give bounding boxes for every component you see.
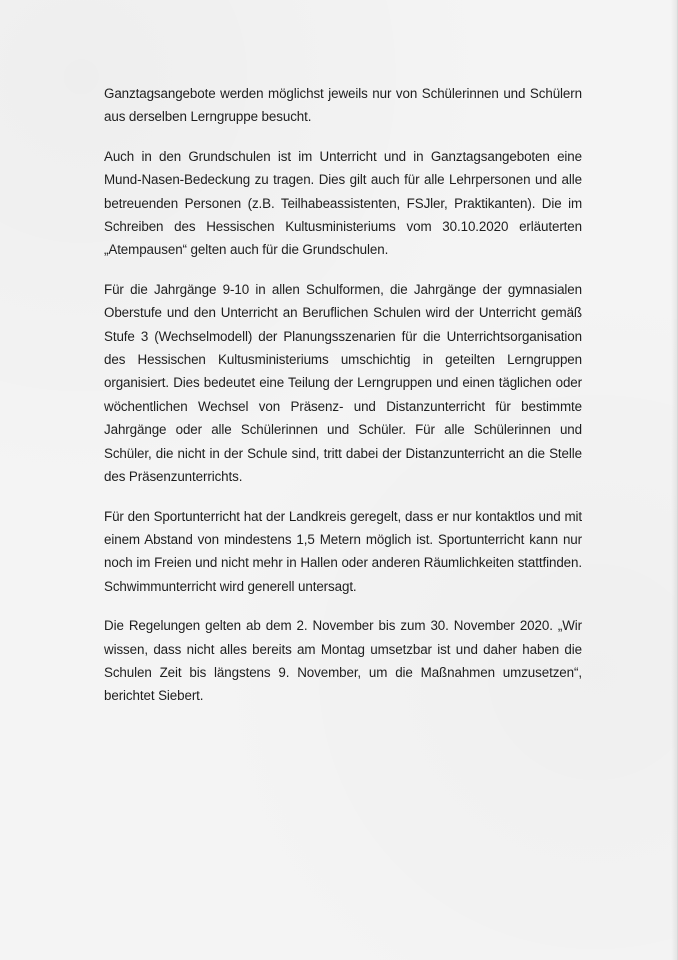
paragraph-regelungen-zeitraum: Die Regelungen gelten ab dem 2. November bis zum 30. November 2020. „Wir wissen, dass nicht alles bereits am Montag umsetzbar ist und daher haben die Schulen Zeit bis längstens 9. November, um die Maßnahmen umzusetzen“, berichtet Siebert. <box>104 618 582 704</box>
paragraph-grundschulen-mund-nasen-bedeckung: Auch in den Grundschulen ist im Unterricht und in Ganztagsangeboten eine Mund-Nasen-Bedeckung zu tragen. Dies gilt auch für alle Lehrpersonen und alle betreuenden Personen (z.B. Teilhabeassistenten, FSJler, Praktikanten). Die im Schreiben des Hessischen Kultusministeriums vom 30.10.2020 erläuterten „Atempausen“ gelten auch für die Grundschulen. <box>104 148 582 258</box>
scan-edge-shadow <box>671 0 677 960</box>
paragraph-sportunterricht: Für den Sportunterricht hat der Landkreis geregelt, dass er nur kontaktlos und mit einem Abstand von mindestens 1,5 Metern möglich ist. Sportunterricht kann nur noch im Freien und nicht mehr in Hallen oder anderen Räumlichkeiten stattfinden. Schwimmunterricht wird generell untersagt. <box>104 508 582 594</box>
paragraph-ganztagsangebote: Ganztagsangebote werden möglichst jeweils nur von Schülerinnen und Schülern aus derselben Lerngruppe besucht. <box>104 86 582 125</box>
paragraph-wechselmodell: Für die Jahrgänge 9-10 in allen Schulformen, die Jahrgänge der gymnasialen Oberstufe und den Unterricht an Beruflichen Schulen wird der Unterricht gemäß Stufe 3 (Wechselmodell) der Planungsszenarien für die Unterrichtsorganisation des Hessischen Kultusministeriums umschichtig in geteilten Lerngruppen organisiert. Dies bedeutet eine Teilung der Lerngruppen und einen täglichen oder wöchentlichen Wechsel von Präsenz- und Distanzunterricht für bestimmte Jahrgänge oder alle Schülerinnen und Schüler. Für alle Schülerinnen und Schüler, die nicht in der Schule sind, tritt dabei der Distanzunterricht an die Stelle des Präsenzunterrichts. <box>104 281 582 485</box>
document-body <box>104 82 582 708</box>
